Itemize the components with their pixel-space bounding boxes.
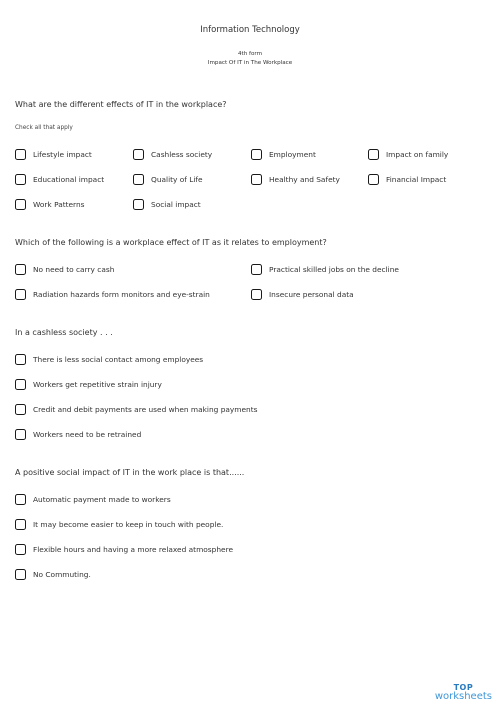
q4-option-flexible-hours[interactable] (15, 542, 233, 556)
q2-option-insecure-personal-data[interactable] (251, 287, 354, 301)
checkbox[interactable] (15, 379, 26, 390)
option-label: Impact on family (386, 149, 449, 159)
q1-option-educational-impact[interactable] (15, 172, 104, 186)
q2-option-practical-skilled-jobs[interactable] (251, 262, 399, 276)
option-label: Lifestyle impact (33, 149, 92, 159)
worksheet-title: Information Technology (200, 25, 300, 35)
option-label: Insecure personal data (269, 289, 354, 299)
checkbox[interactable] (251, 149, 262, 160)
checkbox[interactable] (15, 354, 26, 365)
q4-option-keep-in-touch[interactable] (15, 517, 223, 531)
checkbox[interactable] (251, 174, 262, 185)
checkbox[interactable] (15, 494, 26, 505)
checkbox[interactable] (133, 149, 144, 160)
checkbox[interactable] (15, 404, 26, 415)
topic-label: Impact Of IT in The Workplace (207, 60, 293, 66)
checkbox[interactable] (15, 429, 26, 440)
question-4: A positive social impact of IT in the work place is that...... (15, 468, 245, 477)
option-label: Work Patterns (33, 199, 85, 209)
q1-option-healthy-and-safety[interactable] (251, 172, 340, 186)
q4-option-automatic-payment[interactable] (15, 492, 171, 506)
option-label: There is less social contact among employees (33, 354, 204, 364)
option-label: Radiation hazards form monitors and eye-strain (33, 289, 210, 299)
question-3: In a cashless society . . . (15, 328, 113, 337)
option-label: Healthy and Safety (269, 174, 340, 184)
q3-option-credit-debit-payments[interactable] (15, 402, 257, 416)
question-1-hint: Check all that apply (15, 125, 73, 131)
option-label: It may become easier to keep in touch with people. (33, 519, 224, 529)
checkbox[interactable] (15, 264, 26, 275)
option-label: Practical skilled jobs on the decline (269, 264, 399, 274)
option-label: Employment (269, 149, 316, 159)
q1-option-employment[interactable] (251, 147, 316, 161)
q2-option-no-need-to-carry-cash[interactable] (15, 262, 114, 276)
checkbox[interactable] (15, 519, 26, 530)
option-label: Workers need to be retrained (33, 429, 142, 439)
checkbox[interactable] (15, 149, 26, 160)
checkbox[interactable] (368, 174, 379, 185)
q1-option-lifestyle-impact[interactable] (15, 147, 92, 161)
option-label: Workers get repetitive strain injury (33, 379, 162, 389)
q3-option-less-social-contact[interactable] (15, 352, 203, 366)
option-label: Cashless society (151, 149, 213, 159)
option-label: Quality of Life (151, 174, 203, 184)
option-label: Social impact (151, 199, 201, 209)
q1-option-social-impact[interactable] (133, 197, 201, 211)
topworksheets-logo (435, 684, 492, 702)
checkbox[interactable] (251, 264, 262, 275)
q3-option-workers-retrained[interactable] (15, 427, 141, 441)
checkbox[interactable] (15, 544, 26, 555)
checkbox[interactable] (251, 289, 262, 300)
logo-top-text: TOP (453, 683, 474, 692)
checkbox[interactable] (15, 569, 26, 580)
option-label: Educational impact (33, 174, 105, 184)
checkbox[interactable] (15, 289, 26, 300)
q2-option-radiation-hazards[interactable] (15, 287, 210, 301)
q1-option-impact-on-family[interactable] (368, 147, 448, 161)
q4-option-no-commuting[interactable] (15, 567, 91, 581)
logo-bottom-text: worksheets (434, 691, 492, 702)
checkbox[interactable] (133, 174, 144, 185)
option-label: No Commuting. (33, 569, 91, 579)
q1-option-financial-impact[interactable] (368, 172, 446, 186)
option-label: Financial Impact (386, 174, 447, 184)
question-2: Which of the following is a workplace effect of IT as it relates to employment? (15, 238, 327, 247)
option-label: Automatic payment made to workers (33, 494, 171, 504)
question-1: What are the different effects of IT in the workplace? (15, 100, 227, 109)
option-label: Credit and debit payments are used when making payments (33, 404, 258, 414)
option-label: Flexible hours and having a more relaxed atmosphere (33, 544, 233, 554)
q3-option-repetitive-strain[interactable] (15, 377, 162, 391)
checkbox[interactable] (368, 149, 379, 160)
checkbox[interactable] (133, 199, 144, 210)
checkbox[interactable] (15, 199, 26, 210)
q1-option-cashless-society[interactable] (133, 147, 212, 161)
option-label: No need to carry cash (33, 264, 115, 274)
form-label: 4th form (237, 51, 263, 57)
q1-option-work-patterns[interactable] (15, 197, 85, 211)
q1-option-quality-of-life[interactable] (133, 172, 203, 186)
checkbox[interactable] (15, 174, 26, 185)
